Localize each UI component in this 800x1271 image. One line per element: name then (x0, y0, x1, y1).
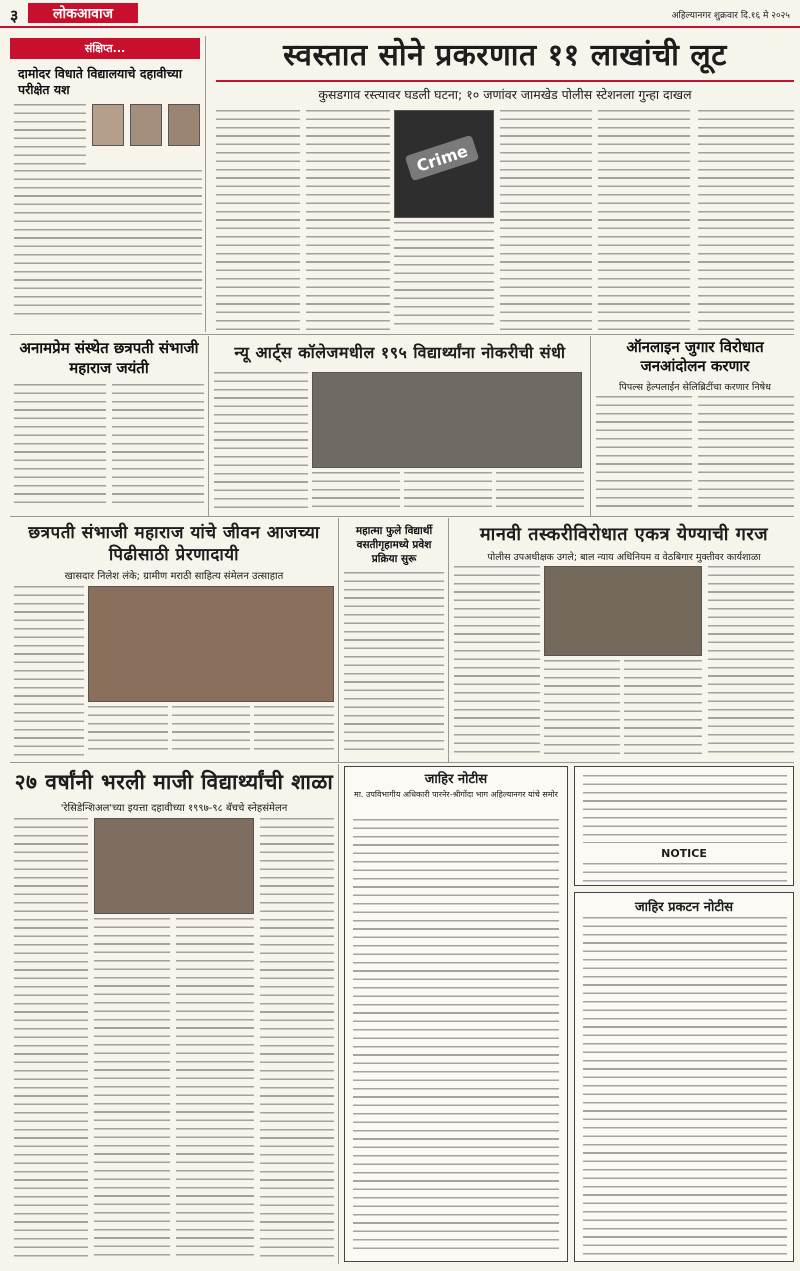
dateline: अहिल्यानगर शुक्रवार दि.१६ मे २०२५ (671, 11, 790, 21)
sambhaji-event-photo (88, 586, 334, 702)
jugar-column-text (596, 396, 692, 508)
newarts-group-photo (312, 372, 582, 468)
page-number: ३ (10, 6, 19, 25)
newarts-column-text (312, 472, 400, 508)
section-divider (10, 516, 794, 517)
lead-rule (216, 80, 794, 82)
lead-column-text (598, 110, 690, 330)
sambhaji-headline: छत्रपती संभाजी महाराज यांचे जीवन आजच्या पिढीसाठी प्रेरणादायी (28, 523, 320, 565)
legal-notice-1 (344, 766, 568, 1262)
phule-headline: महात्मा फुले विद्यार्थी वसतीगृहामध्ये प्रवेश प्रक्रिया सुरू (355, 525, 433, 565)
sambhaji-column-text (254, 706, 334, 756)
column-divider (590, 336, 591, 516)
reunion-headline: २७ वर्षांनी भरली माजी विद्यार्थ्यांची शाळा (14, 770, 334, 794)
column-divider (205, 36, 206, 332)
lead-column-text (394, 222, 494, 330)
legal-notice-3 (574, 892, 794, 1262)
notice-title: NOTICE (661, 847, 707, 860)
anath-headline: अनामप्रेम संस्थेत छत्रपती संभाजी महाराज जयंती (19, 339, 199, 377)
notice-title: जाहिर नोटीस (424, 772, 488, 787)
taskari-column-text (624, 660, 702, 756)
newarts-headline: न्यू आर्ट्स कॉलेजमधील १९५ विद्यार्थ्यांना नोकरीची संधी (234, 343, 566, 362)
notice-body-text (583, 917, 787, 1257)
notice-body-text (583, 775, 787, 843)
reunion-column-text (94, 918, 170, 1258)
anath-column-text (14, 384, 106, 508)
sidebar-intro-text (14, 104, 86, 166)
briefs-label: संक्षिप्त... (10, 38, 200, 59)
jugar-headline: ऑनलाइन जुगार विरोधात जनआंदोलन करणार (626, 338, 764, 375)
phule-column-text (344, 572, 444, 756)
crime-photo (394, 110, 494, 218)
reunion-group-photo (94, 818, 254, 914)
taskari-headline: मानवी तस्करीविरोधात एकत्र येण्याची गरज (479, 524, 769, 545)
sambhaji-column-text (88, 706, 168, 756)
notice-title: जाहिर प्रकटन नोटीस (634, 900, 734, 915)
lead-column-text (216, 110, 300, 330)
reunion-subhead: 'रेसिडेन्शिअल'च्या इयत्ता दहावीच्या १९९७-९८ बॅचचे स्नेहसंमेलन (60, 803, 288, 814)
taskari-event-photo (544, 566, 702, 656)
newspaper-logo: लोकआवाज (28, 3, 138, 23)
student-photo (168, 104, 200, 146)
sambhaji-column-text (172, 706, 250, 756)
sambhaji-column-text (14, 586, 84, 756)
jugar-column-text (698, 396, 794, 508)
section-divider (10, 762, 794, 763)
section-divider (10, 334, 794, 335)
column-divider (448, 518, 449, 762)
lead-column-text (306, 110, 390, 330)
reunion-column-text (176, 918, 254, 1258)
student-photo (92, 104, 124, 146)
notice-subtitle: मा. उपविभागीय अधिकारी पारनेर-श्रीगोंदा भाग अहिल्यानगर यांचे समोर (354, 790, 558, 799)
newarts-column-text (496, 472, 584, 508)
taskari-column-text (454, 566, 540, 756)
sidebar-headline: दामोदर विधाते विद्यालयाचे दहावीच्या परीक्षेत यश (18, 66, 182, 97)
taskari-column-text (708, 566, 794, 756)
sidebar-body-text (14, 170, 202, 318)
column-divider (208, 336, 209, 516)
column-divider (338, 764, 339, 1264)
taskari-subhead: पोलीस उपअधीक्षक उगले; बाल न्याय अधिनियम व वेठबिगार मुक्तीवर कार्यशाळा (487, 552, 761, 563)
reunion-column-text (14, 818, 88, 1258)
notice-body-text (353, 819, 559, 1255)
student-photo (130, 104, 162, 146)
notice-small (574, 766, 794, 886)
notice-body-text (583, 863, 787, 883)
masthead (0, 0, 800, 28)
anath-column-text (112, 384, 204, 508)
lead-column-text (698, 110, 794, 330)
lead-subhead: कुसडगाव रस्त्यावर घडली घटना; १० जणांवर जामखेड पोलीस स्टेशनला गुन्हा दाखल (318, 87, 692, 102)
sambhaji-subhead: खासदार निलेश लंके; ग्रामीण मराठी साहित्य संमेलन उत्साहात (64, 571, 284, 582)
newarts-column-text (404, 472, 492, 508)
crime-photo-caption: Crime (405, 135, 480, 181)
taskari-column-text (544, 660, 620, 756)
lead-headline: स्वस्तात सोने प्रकरणात ११ लाखांची लूट (283, 38, 727, 73)
column-divider (338, 518, 339, 762)
lead-column-text (500, 110, 592, 330)
reunion-column-text (260, 818, 334, 1258)
newarts-column-text (214, 372, 308, 508)
jugar-subhead: पिपल्स हेल्पलाईन सेलिब्रिटींचा करणार निषेध (619, 382, 771, 393)
